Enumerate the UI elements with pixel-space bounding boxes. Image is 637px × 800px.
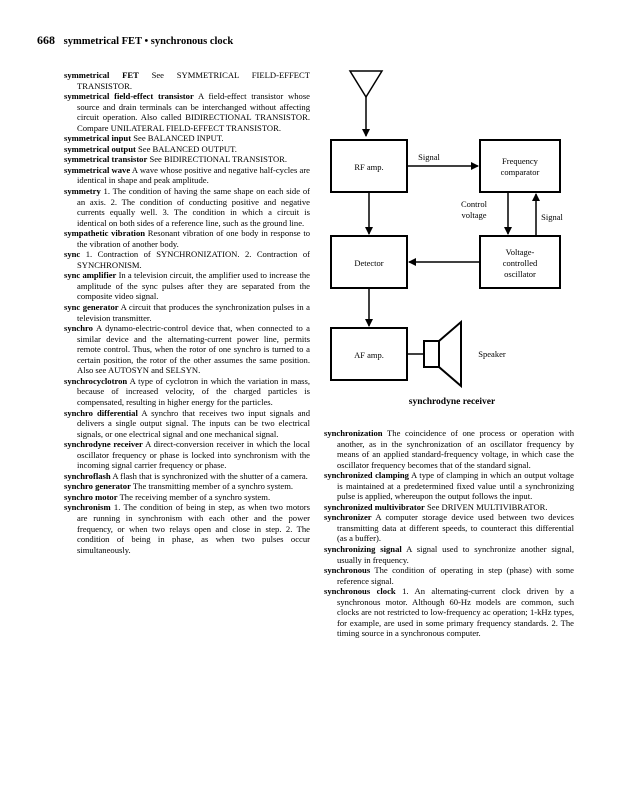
entry-definition: A synchro that receives two input signals and delivers a single output signal. The inputs can be two electrical signals, or one electrical signal and one mechanical signal. [77,407,310,439]
dictionary-entry [64,144,310,155]
dictionary-entry [64,376,310,408]
dictionary-entry [64,91,310,133]
entry-term: synchronous clock [324,586,396,597]
entry-definition: A flash that is synchronized with the shutter of a camera. [112,470,308,481]
frequency-comparator-box [480,140,560,192]
entry-term: symmetrical FET [64,70,139,80]
vco-label-2: controlled [502,258,538,268]
right-column [324,428,574,639]
comparator-label-1: Frequency [502,156,538,166]
dictionary-entry [324,502,574,513]
entry-definition: A type of clamping in which an output voltage is maintained at a predetermined fixed value until a synchronizing pulse is applied, whereupon the output follows the input. [337,470,574,502]
entry-definition: See BALANCED OUTPUT. [138,143,237,154]
dictionary-entry [324,428,574,470]
dictionary-entry [64,492,310,503]
entry-definition: 1. An alternating-current clock driven by a synchronous motor. Although 60-Hz models are common, such clocks are not restricted to low-frequency ac operation; 1-kHz types, for example, are used in some primary frequency standards. 2. The timing source in a synchronous computer. [337,586,574,639]
dictionary-entry [64,471,310,482]
entry-definition: The transmitting member of a synchro system. [132,481,294,492]
entry-term: sync [64,249,81,260]
entry-term: sympathetic vibration [64,228,146,239]
control-voltage-label-2: voltage [461,210,487,220]
dictionary-entry [64,154,310,165]
entry-term: synchronization [324,428,383,438]
entry-definition: See BALANCED INPUT. [133,133,224,144]
entry-definition: A field-effect transistor whose source and drain terminals can be interchanged without affecting circuit operation. Also called BIDIRECTIONAL TRANSISTOR. Compare UNILATERAL FIELD-EFFECT TRANSISTOR. [77,91,310,133]
dictionary-entry [324,470,574,502]
entry-term: synchronizer [324,512,372,523]
entry-definition: See BIDIRECTIONAL TRANSISTOR. [149,154,288,165]
antenna-icon [350,71,382,136]
dictionary-entry [64,323,310,376]
entry-term: symmetry [64,186,101,197]
entry-definition: 1. The condition of having the same shape on each side of an axis. 2. The condition of conducting positive and negative currents equally well. 3. The condition in which a circuit is identical on both sides of a reference line, such as the ground line. [77,186,310,228]
entry-term: synchronizing signal [324,544,402,555]
entry-definition: A type of cyclotron in which the variation in mass, because of increased velocity, of the charged particles is compensated, resulting in higher energy for the particles. [77,375,310,407]
page-header [37,33,233,48]
dictionary-entry [64,302,310,323]
speaker-label: Speaker [478,349,506,359]
entry-definition: The coincidence of one process or operation with another, as in the synchronization of an oscillator frequency by means of an applied standard-frequency voltage, in which case the oscillator frequency becomes that of the standard signal. [337,428,574,470]
dictionary-entry [64,228,310,249]
entry-definition: 1. Contraction of SYNCHRONIZATION. 2. Contraction of SYNCHRONISM. [77,249,310,270]
page-number: 668 [37,33,55,47]
dictionary-entry [64,270,310,302]
entry-definition: A wave whose positive and negative half-cycles are identical in shape and peak amplitude. [77,164,310,186]
signal-top-label: Signal [418,152,440,162]
dictionary-entry [324,512,574,544]
dictionary-entry [64,249,310,270]
entry-definition: A circuit that produces the synchronization pulses in a television transmitter. [77,302,310,323]
entry-definition: The receiving member of a synchro system. [119,491,271,502]
entry-definition: See DRIVEN MULTIVIBRATOR. [426,501,548,512]
dictionary-entry [64,502,310,555]
entry-term: synchro generator [64,481,131,492]
synchrodyne-diagram [322,64,584,408]
entry-term: synchronized clamping [324,470,409,481]
entry-term: synchrocyclotron [64,375,128,386]
entry-term: symmetrical input [64,133,132,144]
dictionary-entry [64,439,310,471]
entry-definition: Resonant vibration of one body in response to the vibration of another body. [77,228,311,249]
dictionary-entry [324,544,574,565]
entry-term: synchronism [64,502,111,513]
entry-definition: See SYMMETRICAL FIELD-EFFECT TRANSISTOR. [77,70,310,91]
vco-label-3: oscillator [504,269,536,279]
af-amp-label: AF amp. [354,350,384,360]
entry-definition: A signal used to synchronize another signal, usually in frequency. [337,544,574,565]
entry-definition: A computer storage device used between two devices transmitting data at different speeds, to counteract this differential (as a buffer). [337,512,574,544]
entry-definition: The condition of operating in step (phase) with some reference signal. [337,565,574,586]
speaker-icon [424,322,461,386]
comparator-label-2: comparator [500,167,540,177]
entry-term: symmetrical output [64,143,136,154]
dictionary-entry [64,70,310,91]
left-column [64,70,310,555]
entry-term: synchro [64,323,93,334]
entry-definition: A direct-conversion receiver in which the local oscillator frequency or phase is locked into synchronism with the incoming signal carrier frequency or phase. [77,439,310,471]
dictionary-entry [64,186,310,228]
entry-term: symmetrical field-effect transistor [64,91,194,102]
dictionary-entry [64,408,310,440]
entry-definition: A dynamo-electric-control device that, when connected to a similar device and the alternating-current power line, permits remote control. Thus, when the rotor of one synchro is turned to a certain position, the rotor of the other assumes the same position. Also see AUTOSYN and SELSYN. [77,323,310,376]
dictionary-entry [324,565,574,586]
entry-term: symmetrical wave [64,164,131,175]
entry-definition: 1. The condition of being in step, as when two motors are running in synchronism with each other and the power frequency, or when two relays open and close in step. 2. The condition of being in phase, as when two pulses occur simultaneously. [77,502,311,555]
entry-term: synchro differential [64,407,138,418]
rf-amp-label: RF amp. [354,162,384,172]
entry-definition: In a television circuit, the amplifier used to increase the amplitude of the sync pulses after they are separated from the composite video signal. [77,270,310,302]
entry-term: synchrodyne receiver [64,439,143,450]
figure-caption: synchrodyne receiver [408,397,496,407]
detector-label: Detector [354,258,384,268]
entry-term: sync generator [64,302,119,313]
entry-term: synchro motor [64,491,118,502]
entry-term: synchronized multivibrator [324,501,425,512]
entry-term: symmetrical transistor [64,154,148,165]
dictionary-entry [64,133,310,144]
entry-term: sync amplifier [64,270,117,281]
control-voltage-label-1: Control [461,199,487,209]
dictionary-entry [64,165,310,186]
entry-term: synchroflash [64,470,111,481]
dictionary-entry [324,586,574,639]
entry-term: synchronous [324,565,371,576]
signal-right-label: Signal [541,212,563,222]
vco-label-1: Voltage- [505,247,535,257]
dictionary-entry [64,481,310,492]
running-title: symmetrical FET • synchronous clock [63,36,234,47]
